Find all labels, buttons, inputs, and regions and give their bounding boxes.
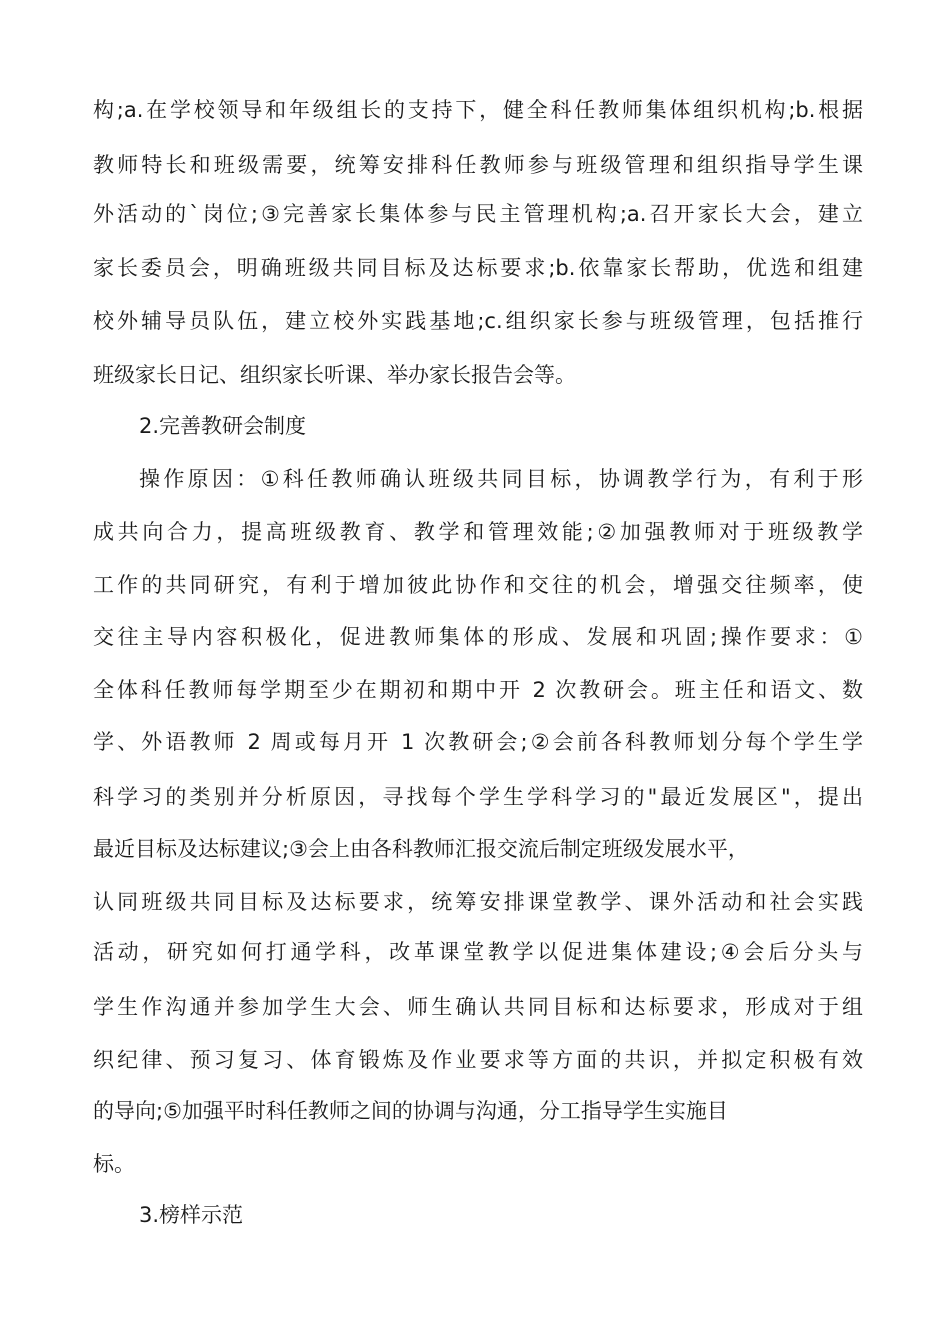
section-heading: 3.榜样示范: [139, 1203, 244, 1227]
paragraph-line: 工作的共同研究，有利于增加彼此协作和交往的机会，增强交往频率，使: [93, 573, 863, 597]
paragraph-line: 科学习的类别并分析原因，寻找每个学生学科学习的"最近发展区"，提出: [93, 785, 863, 809]
paragraph-line: 校外辅导员队伍，建立校外实践基地;c.组织家长参与班级管理，包括推行: [93, 309, 863, 333]
paragraph-line: 成共向合力，提高班级教育、教学和管理效能;②加强教师对于班级教学: [93, 520, 863, 544]
paragraph-line: 班级家长日记、组织家长听课、举办家长报告会等。: [93, 363, 576, 387]
paragraph-line: 家长委员会，明确班级共同目标及达标要求;b.依靠家长帮助，优选和组建: [93, 256, 863, 280]
paragraph-line: 全体科任教师每学期至少在期初和期中开 2 次教研会。班主任和语文、数: [93, 678, 863, 702]
paragraph-line: 的导向;⑤加强平时科任教师之间的协调与沟通，分工指导学生实施目: [93, 1099, 728, 1123]
paragraph-line: 最近目标及达标建议;③会上由各科教师汇报交流后制定班级发展水平，: [93, 837, 749, 861]
paragraph-line: 构;a.在学校领导和年级组长的支持下，健全科任教师集体组织机构;b.根据: [93, 98, 863, 122]
paragraph-line: 教师特长和班级需要，统筹安排科任教师参与班级管理和组织指导学生课: [93, 153, 863, 177]
paragraph-line: 外活动的`岗位;③完善家长集体参与民主管理机构;a.召开家长大会，建立: [93, 202, 863, 226]
paragraph-line: 活动，研究如何打通学科，改革课堂教学以促进集体建设;④会后分头与: [93, 940, 863, 964]
paragraph-line: 操作原因：①科任教师确认班级共同目标，协调教学行为，有利于形: [139, 467, 863, 491]
paragraph-line: 标。: [93, 1152, 135, 1176]
paragraph-line: 学生作沟通并参加学生大会、师生确认共同目标和达标要求，形成对于组: [93, 995, 863, 1019]
paragraph-line: 认同班级共同目标及达标要求，统筹安排课堂教学、课外活动和社会实践: [93, 890, 863, 914]
paragraph-line: 学、外语教师 2 周或每月开 1 次教研会;②会前各科教师划分每个学生学: [93, 730, 863, 754]
paragraph-line: 织纪律、预习复习、体育锻炼及作业要求等方面的共识，并拟定积极有效: [93, 1048, 863, 1072]
section-heading: 2.完善教研会制度: [139, 414, 307, 438]
paragraph-line: 交往主导内容积极化，促进教师集体的形成、发展和巩固;操作要求：①: [93, 625, 863, 649]
